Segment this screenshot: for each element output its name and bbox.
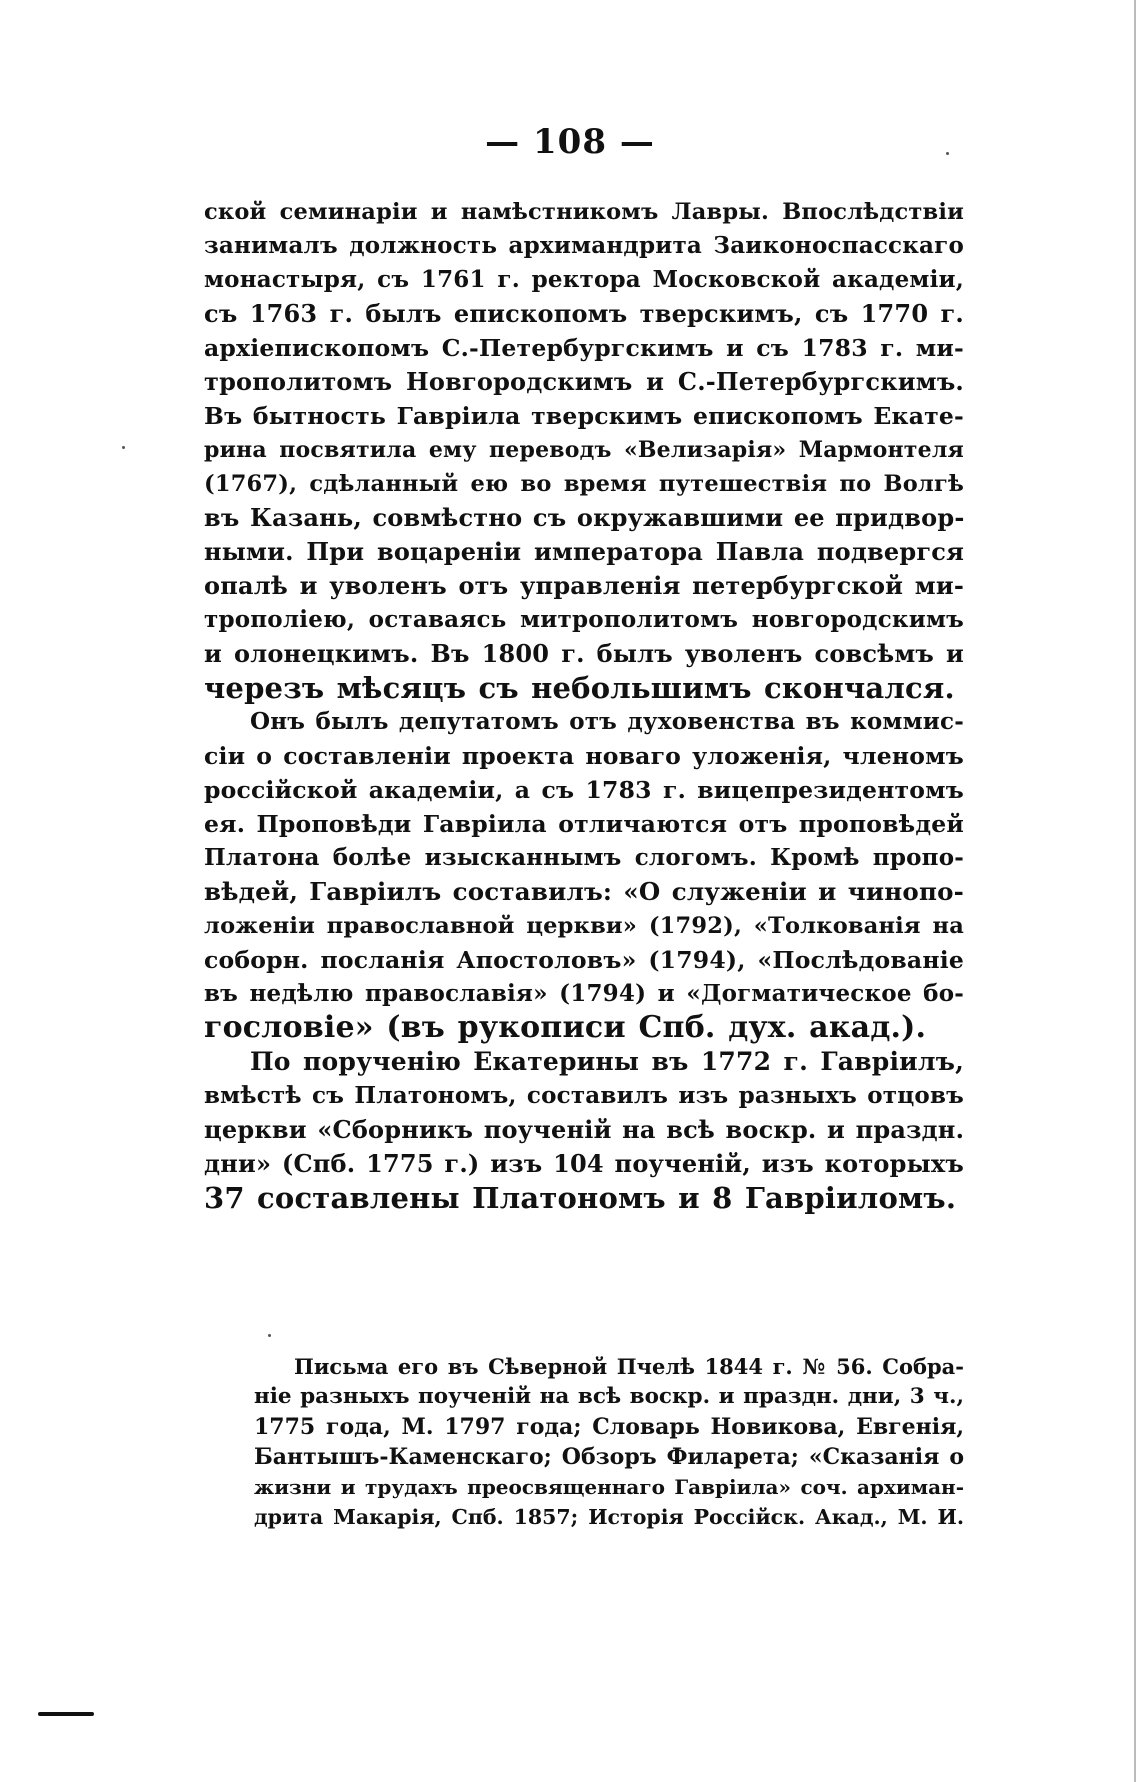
text-line: соборн. посланія Апостоловъ» (1794), «Послѣдованіе xyxy=(204,946,964,974)
page-edge-shadow xyxy=(1134,0,1136,1782)
text-line: (1767), сдѣланный ею во время путешествія по Волгѣ xyxy=(204,471,964,497)
text-line: монастыря, съ 1761 г. ректора Московской академіи, xyxy=(204,266,964,293)
text-line: трополіею, оставаясь митрополитомъ новгородскимъ xyxy=(204,606,964,633)
speck-mark xyxy=(946,152,949,155)
main-text-block xyxy=(204,195,964,1215)
text-line: архіепископомъ С.-Петербургскимъ и съ 1783 г. ми- xyxy=(204,334,964,362)
text-line: сіи о составленіи проекта новаго уложенія, членомъ xyxy=(204,742,964,770)
text-line: ея. Проповѣди Гавріила отличаются отъ проповѣдей xyxy=(204,810,964,838)
text-line: дни» (Спб. 1775 г.) изъ 104 поученій, изъ которыхъ xyxy=(204,1149,964,1178)
text-line: въ недѣлю православія» (1794) и «Догматическое бо- xyxy=(204,980,964,1007)
note-line: жизни и трудахъ преосвященнаго Гавріила» соч. архиман- xyxy=(254,1475,964,1499)
margin-dash-mark xyxy=(38,1712,94,1716)
text-line: въ Казань, совмѣстно съ окружавшими ее придвор- xyxy=(204,503,965,532)
page-number: — 108 — xyxy=(485,122,655,162)
note-line: ніе разныхъ поученій на всѣ воскр. и праздн. дни, 3 ч., xyxy=(254,1384,964,1409)
text-line: Платона болѣе изысканнымъ слогомъ. Кромѣ пропо- xyxy=(204,844,964,871)
note-line: дрита Макарія, Спб. 1857; Исторія Россійск. Акад., М. И. xyxy=(254,1505,964,1529)
text-line: ными. При воцареніи императора Павла подвергся xyxy=(204,537,964,566)
text-line: россійской академіи, а съ 1783 г. вицепрезидентомъ xyxy=(204,776,964,804)
text-line: съ 1763 г. былъ епископомъ тверскимъ, съ 1770 г. xyxy=(204,299,964,328)
text-line: и олонецкимъ. Въ 1800 г. былъ уволенъ совсѣмъ и xyxy=(204,639,964,668)
note-line: 1775 года, М. 1797 года; Словарь Новикова, Евгенія, xyxy=(254,1414,964,1440)
text-line: вмѣстѣ съ Платономъ, составилъ изъ разныхъ отцовъ xyxy=(204,1082,964,1109)
note-line: Письма его въ Сѣверной Пчелѣ 1844 г. № 56. Собра- xyxy=(294,1354,964,1379)
text-line: Въ бытность Гавріила тверскимъ епископомъ Екате- xyxy=(204,402,964,430)
speck-mark xyxy=(268,1334,271,1337)
text-line: ложеніи православной церкви» (1792), «Толкованія на xyxy=(204,913,964,939)
bibliography-notes xyxy=(254,1352,964,1532)
text-line: рина посвятила ему переводъ «Велизарія» Мармонтеля xyxy=(204,437,964,463)
text-line: занималъ должность архимандрита Заиконоспасскаго xyxy=(204,232,964,259)
note-line: Бантышъ-Каменскаго; Обзоръ Филарета; «Сказанія о xyxy=(254,1444,964,1470)
text-line: трополитомъ Новгородскимъ и С.-Петербургскимъ. xyxy=(204,367,964,396)
text-line: гословіе» (въ рукописи Спб. дух. акад.). xyxy=(204,1010,927,1045)
text-line-paragraph-start: По порученію Екатерины въ 1772 г. Гавріилъ, xyxy=(250,1047,964,1076)
text-line: церкви «Сборникъ поученій на всѣ воскр. и праздн. xyxy=(204,1115,965,1144)
text-line: опалѣ и уволенъ отъ управленія петербургской ми- xyxy=(204,571,964,600)
text-line-paragraph-start: Онъ былъ депутатомъ отъ духовенства въ коммис- xyxy=(250,708,964,735)
speck-mark xyxy=(122,446,125,449)
text-line: черезъ мѣсяцъ съ небольшимъ скончался. xyxy=(204,671,955,705)
text-line: ской семинаріи и намѣстникомъ Лавры. Впослѣдствіи xyxy=(204,199,964,225)
text-line: 37 составлены Платономъ и 8 Гавріиломъ. xyxy=(204,1181,957,1215)
text-line: вѣдей, Гавріилъ составилъ: «О служеніи и чинопо- xyxy=(204,877,964,906)
